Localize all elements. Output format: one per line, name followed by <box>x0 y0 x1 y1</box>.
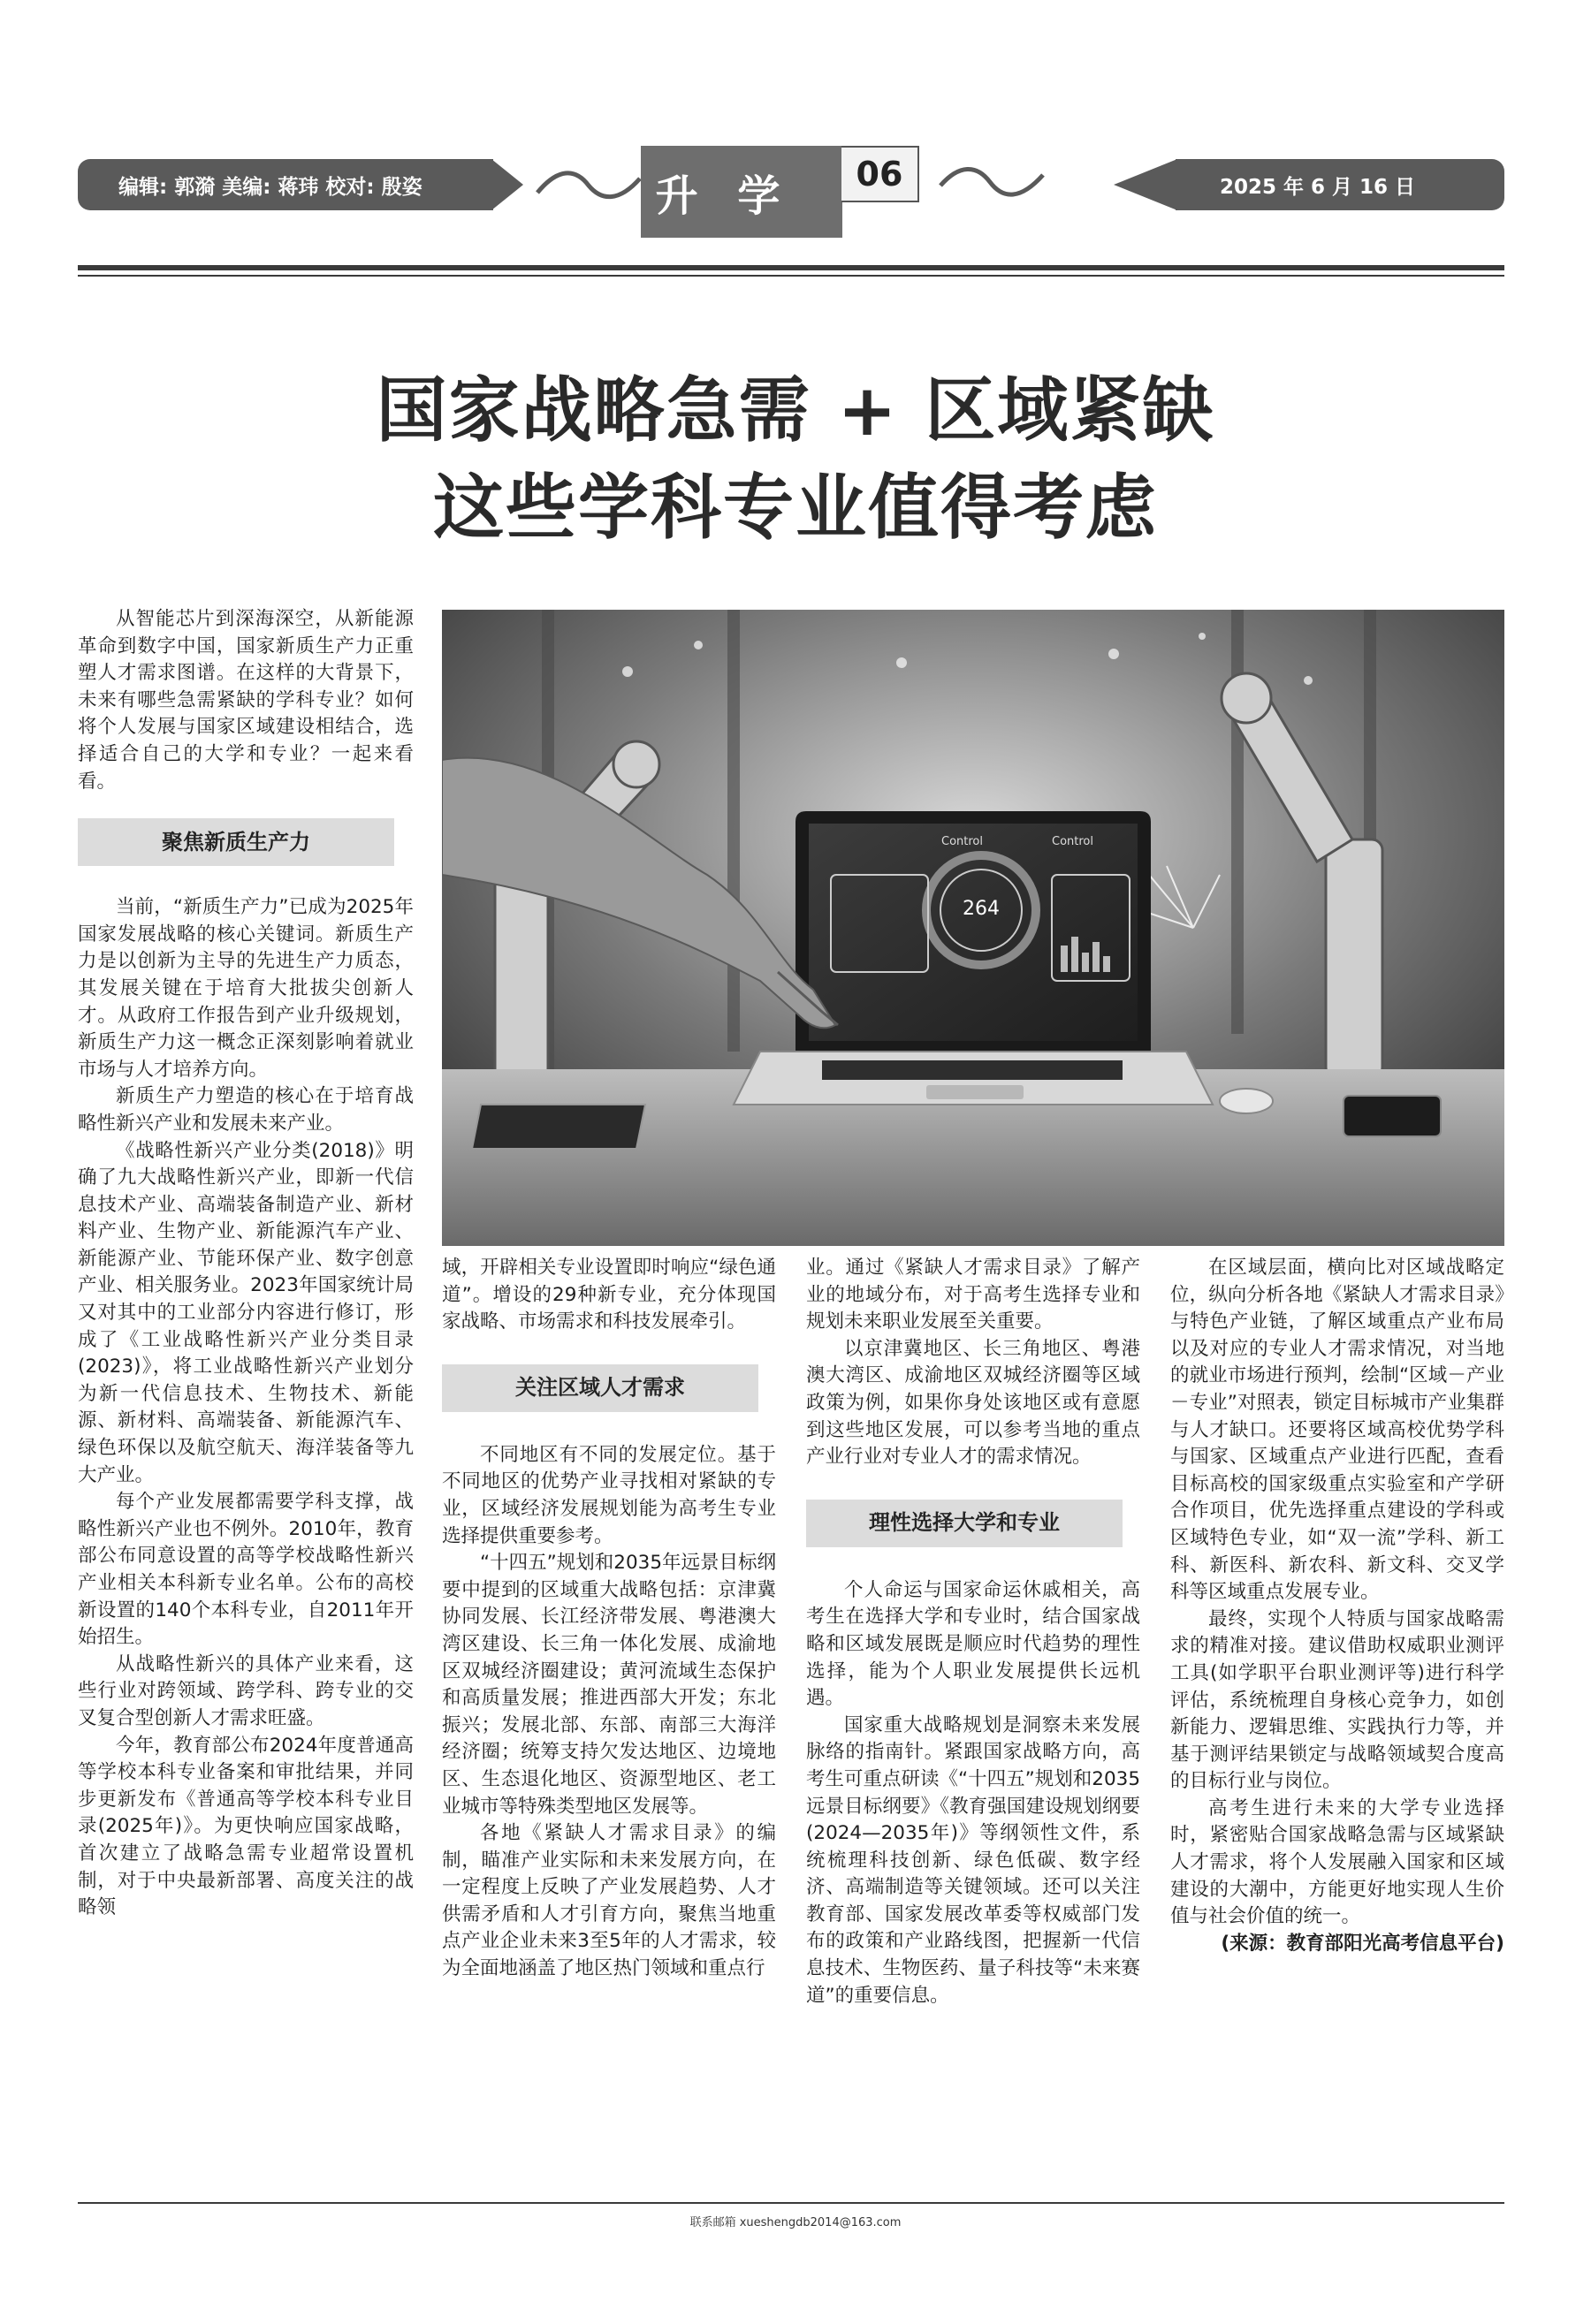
paragraph: 不同地区有不同的发展定位。基于不同地区的优势产业寻找相对紧缺的专业，区域经济发展规划能为高考生专业选择提供重要参考。 <box>442 1443 776 1547</box>
column-1 <box>78 606 414 1922</box>
paragraph: 最终，实现个人特质与国家战略需求的精准对接。建议借助权威职业测评工具(如学职平台职业测评等)进行科学评估，系统梳理自身核心竞争力，如创新能力、逻辑思维、实践执行力等，并基于测评结果锁定与战略领域契合度高的目标行业与岗位。 <box>1170 1607 1504 1793</box>
headline-line-2: 这些学科专业值得考虑 <box>433 467 1158 549</box>
section-heading-3-text: 理性选择大学和专业 <box>869 1510 1060 1536</box>
credits-text: 编辑: 郭漪 美编: 蒋玮 校对: 殷姿 <box>118 175 422 199</box>
right-arrow-ornament <box>937 159 1177 212</box>
paragraph: 在区域层面，横向比对区域战略定位，纵向分析各地《紧缺人才需求目录》与特色产业链，了解区域重点产业布局以及对应的专业人才需求情况，对当地的就业市场进行预判，绘制“区域－产业－专业”对照表，锁定目标城市产业集群与人才缺口。还要将区域高校优势学科与国家、区域重点产业进行匹配，查看目标高校的国家级重点实验室和产学研合作项目，优先选择重点建设的学科或区域特色专业，如“双一流”学科、新工科、新医科、新农科、新文科、交叉学科等区域重点发展专业。 <box>1170 1257 1504 1604</box>
section-tag <box>641 146 842 238</box>
paragraph: 域，开辟相关专业设置即时响应“绿色通道”。增设的29种新专业，充分体现国家战略、市场需求和科技发展牵引。 <box>442 1257 776 1333</box>
section-heading-1-text: 聚焦新质生产力 <box>162 829 310 854</box>
paragraph: 今年，教育部公布2024年度普通高等学校本科专业备案和审批结果，并同步更新发布《普通高等学校本科专业目录(2025年)》。为更快响应国家战略，首次建立了战略急需专业超常设置机制，对于中央最新部署、高度关注的战略领 <box>78 1734 414 1919</box>
article-photo <box>442 610 1504 1246</box>
footer-contact <box>0 2213 1591 2229</box>
header-credits <box>78 159 493 210</box>
header-date <box>1176 159 1504 210</box>
source-credit: (来源：教育部阳光高考信息平台) <box>1221 1932 1504 1955</box>
header-rule-thin <box>78 275 1504 277</box>
paragraph: 各地《紧缺人才需求目录》的编制，瞄准产业实际和未来发展方向，在一定程度上反映了产业发展趋势、人才供需矛盾和人才引育方向，聚焦当地重点产业企业未来3至5年的人才需求，较为全面地涵盖了地区热门领域和重点行 <box>442 1822 776 1980</box>
lead-paragraph: 从智能芯片到深海深空，从新能源革命到数字中国，国家新质生产力正重塑人才需求图谱。在这样的大背景下，未来有哪些急需紧缺的学科专业？如何将个人发展与国家区域建设相结合，选择适合自己的大学和专业？一起来看看。 <box>78 608 414 793</box>
headline-line-1: 国家战略急需 + 区域紧缺 <box>376 369 1215 452</box>
paragraph: 国家重大战略规划是洞察未来发展脉络的指南针。紧跟国家战略方向，高考生可重点研读《“十四五”规划和2035远景目标纲要》《教育强国建设规划纲要(2024—2035年)》等纲领性文件，系统梳理科技创新、绿色低碳、数字经济、高端制造等关键领域。还可以关注教育部、国家发展改革委等权威部门发布的政策和产业路线图，把握新一代信息技术、生物医药、量子科技等“未来赛道”的重要信息。 <box>806 1713 1140 2007</box>
section-heading-2 <box>442 1364 758 1412</box>
paragraph: 高考生进行未来的大学专业选择时，紧密贴合国家战略急需与区域紧缺人才需求，将个人发展融入国家和区域建设的大潮中，方能更好地实现人生价值与社会价值的统一。 <box>1170 1796 1504 1928</box>
page-number-text: 06 <box>856 155 903 194</box>
page-number <box>841 146 919 202</box>
paragraph: 当前，“新质生产力”已成为2025年国家发展战略的核心关键词。新质生产力是以创新为主导的先进生产力质态，其发展关键在于培育大批拔尖创新人才。从政府工作报告到产业升级规划，新质生产力这一概念正深刻影响着就业市场与人才培养方向。 <box>78 896 414 1081</box>
column-2 <box>442 1255 776 1983</box>
contact-email: 联系邮箱 xueshengdb2014@163.com <box>689 2216 902 2229</box>
laptop-factory-illustration <box>442 610 1504 1246</box>
left-arrow-ornament <box>491 159 646 212</box>
date-text: 2025 年 6 月 16 日 <box>1220 175 1416 199</box>
section-heading-1 <box>78 818 394 866</box>
column-4 <box>1170 1255 1504 1957</box>
paragraph: 个人命运与国家命运休戚相关，高考生在选择大学和专业时，结合国家战略和区域发展既是顺应时代趋势的理性选择，能为个人职业发展提供长远机遇。 <box>806 1578 1140 1710</box>
paragraph: 新质生产力塑造的核心在于培育战略性新兴产业和发展未来产业。 <box>78 1085 414 1135</box>
screen-label-1: Control <box>941 835 983 848</box>
column-3 <box>806 1255 1140 2009</box>
header-rule-thick <box>78 265 1504 270</box>
dial-reading: 264 <box>963 898 1000 920</box>
paragraph: 业。通过《紧缺人才需求目录》了解产业的地域分布，对于高考生选择专业和规划未来职业发展至关重要。 <box>806 1257 1140 1333</box>
footer-rule <box>78 2202 1504 2204</box>
section-tag-text: 升 学 <box>655 171 793 221</box>
paragraph: 每个产业发展都需要学科支撑，战略性新兴产业也不例外。2010年，教育部公布同意设置的高等学校战略性新兴产业相关本科新专业名单。公布的高校新设置的140个本科专业，自2011年开始招生。 <box>78 1491 414 1649</box>
section-heading-2-text: 关注区域人才需求 <box>515 1375 685 1401</box>
paragraph: 《战略性新兴产业分类(2018)》明确了九大战略性新兴产业，即新一代信息技术产业、高端装备制造产业、新材料产业、生物产业、新能源汽车产业、新能源产业、节能环保产业、数字创意产业、相关服务业。2023年国家统计局又对其中的工业部分内容进行修订，形成了《工业战略性新兴产业分类目录(2023)》，将工业战略性新兴产业划分为新一代信息技术、生物技术、新能源、新材料、高端装备、新能源汽车、绿色环保以及航空航天、海洋装备等九大产业。 <box>78 1139 414 1486</box>
paragraph: 从战略性新兴的具体产业来看，这些行业对跨领域、跨学科、跨专业的交叉复合型创新人才需求旺盛。 <box>78 1652 414 1729</box>
screen-label-2: Control <box>1052 835 1093 848</box>
section-heading-3 <box>806 1500 1123 1547</box>
paragraph: “十四五”规划和2035年远景目标纲要中提到的区域重大战略包括：京津冀协同发展、长江经济带发展、粤港澳大湾区建设、长三角一体化发展、成渝地区双城经济圈建设；黄河流域生态保护和高质量发展；推进西部大开发；东北振兴；发展北部、东部、南部三大海洋经济圈；统筹支持欠发达地区、边境地区、生态退化地区、资源型地区、老工业城市等特殊类型地区发展等。 <box>442 1552 776 1818</box>
paragraph: 以京津冀地区、长三角地区、粤港澳大湾区、成渝地区双城经济圈等区域政策为例，如果你身处该地区或有意愿到这些地区发展，可以参考当地的重点产业行业对专业人才的需求情况。 <box>806 1337 1140 1469</box>
